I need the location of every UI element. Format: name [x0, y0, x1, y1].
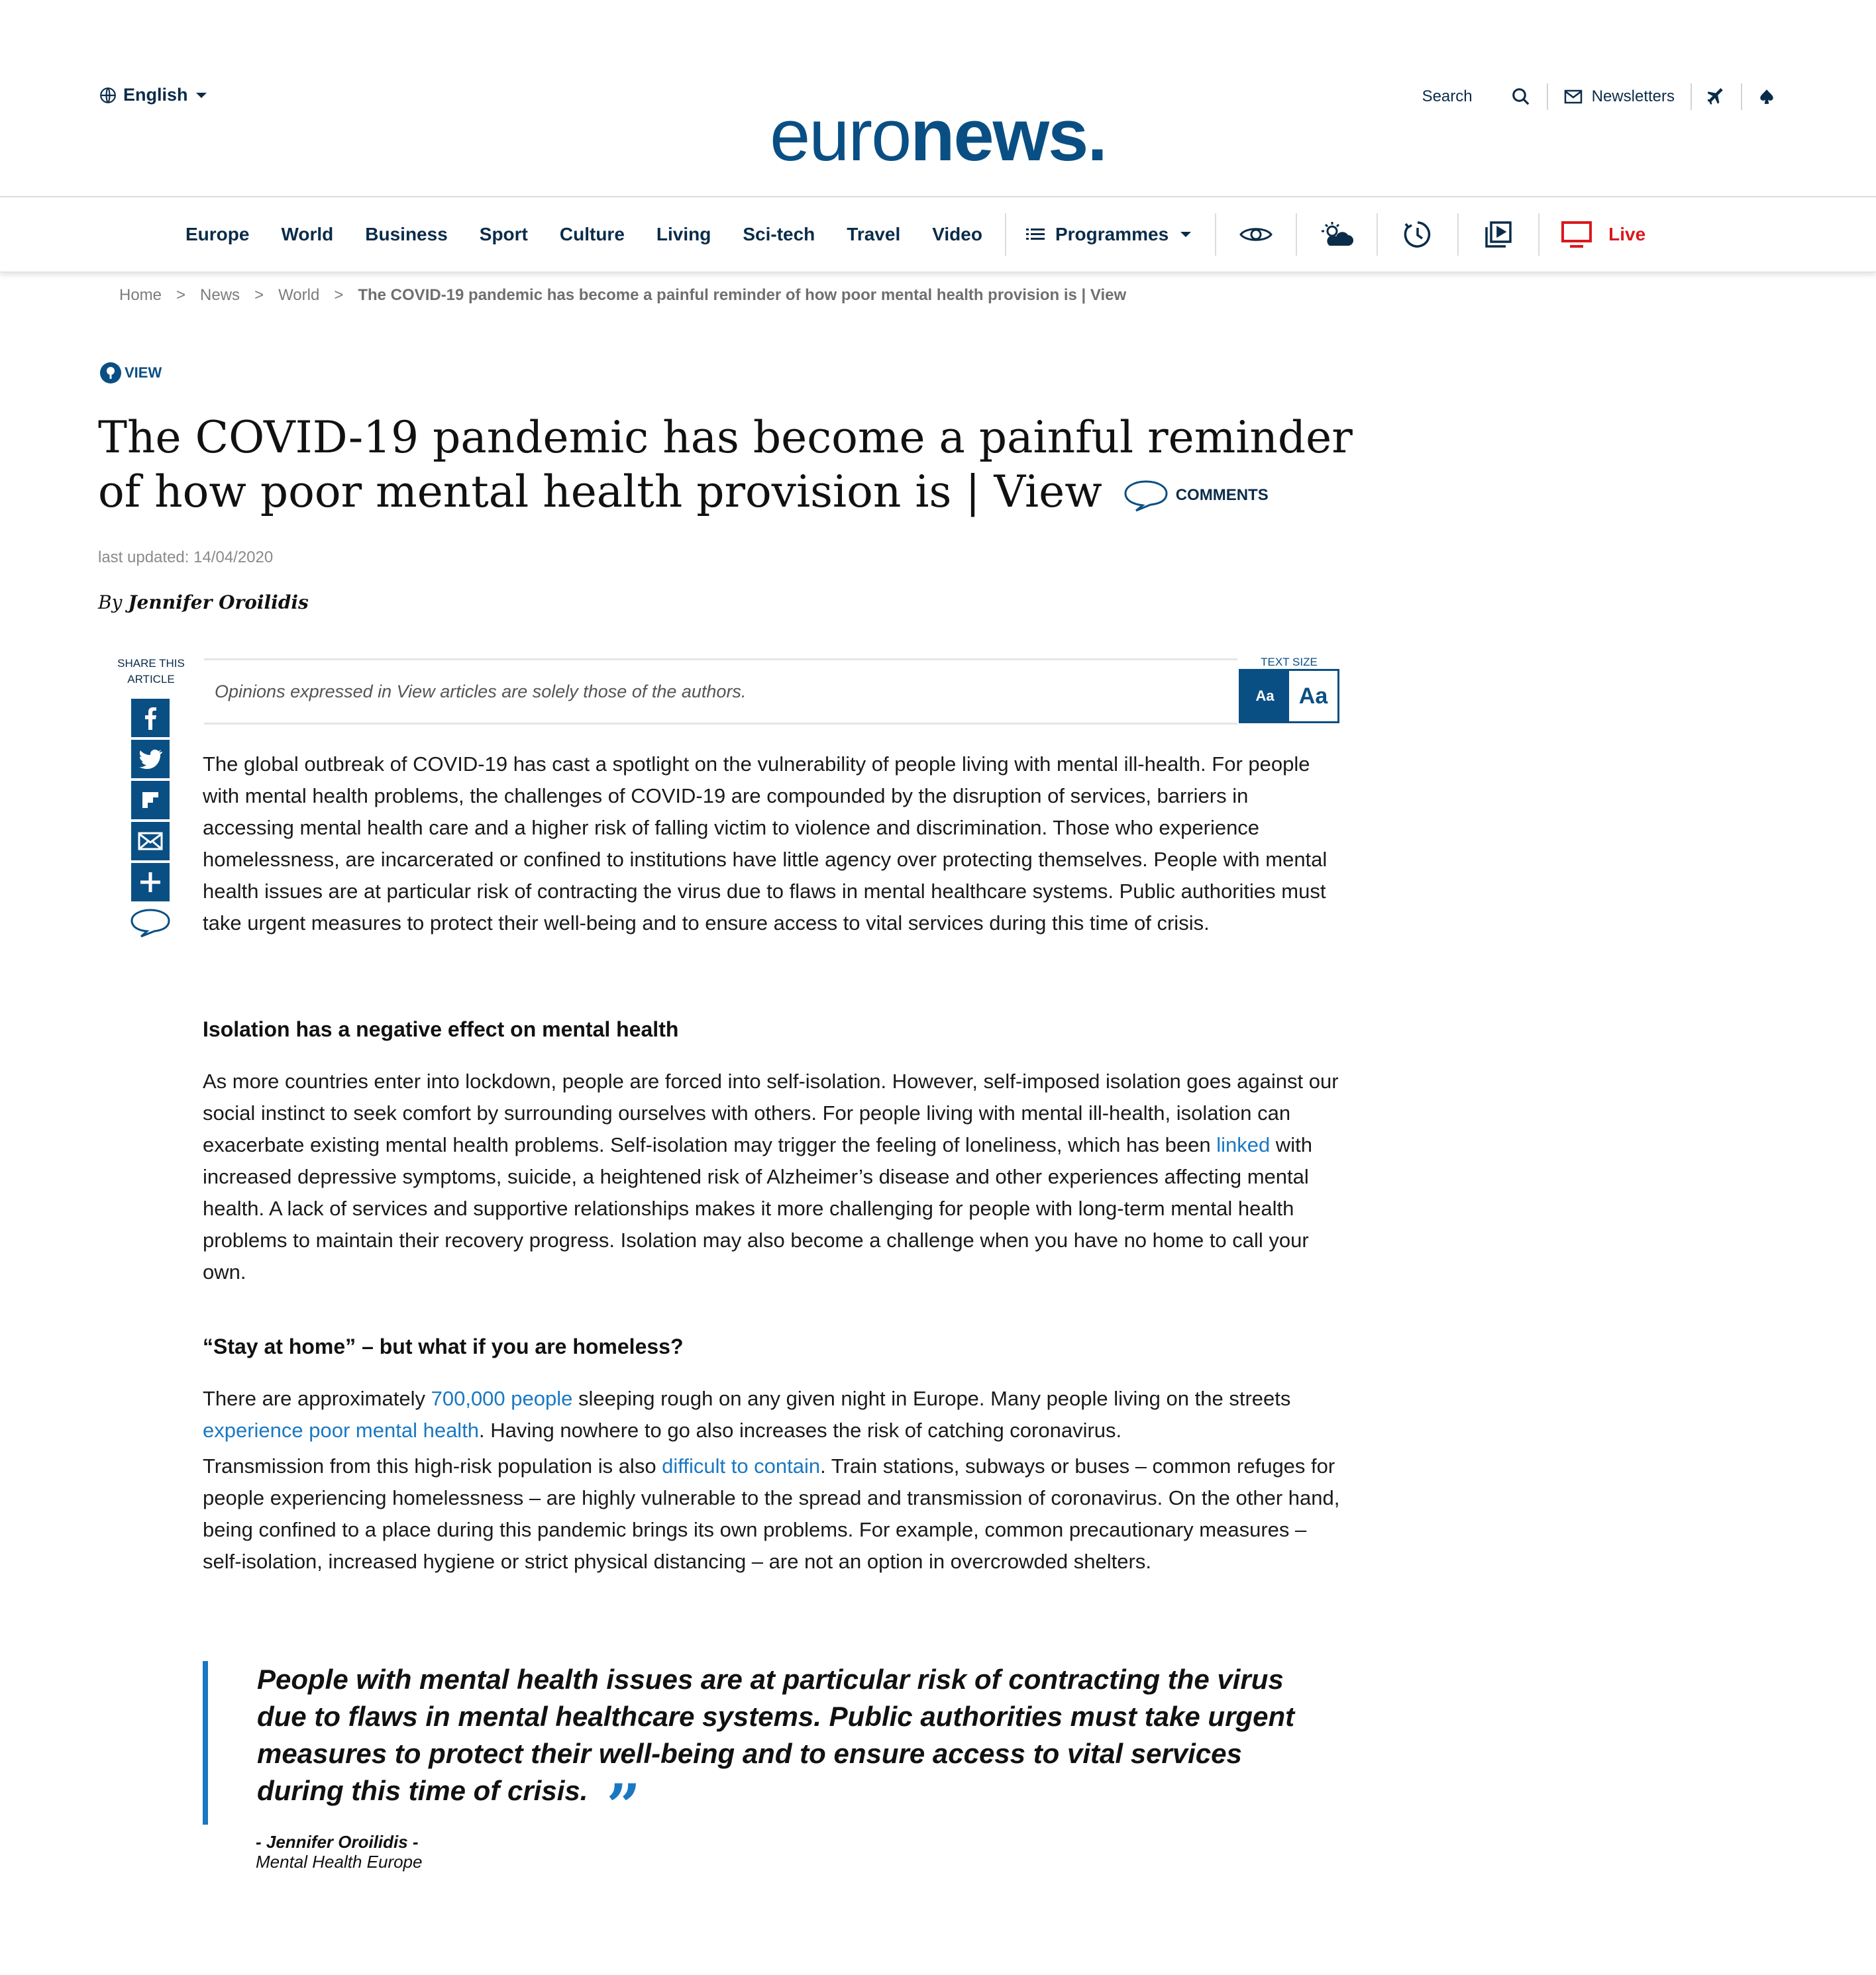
article-paragraph: [203, 1066, 1342, 1288]
paragraph-text: There are approximately: [203, 1387, 431, 1410]
newsletters-label: Newsletters: [1591, 87, 1675, 105]
view-category-tag[interactable]: [99, 362, 162, 384]
spade-icon[interactable]: [1758, 88, 1775, 105]
nav-item-travel[interactable]: Travel: [847, 224, 901, 244]
breadcrumb-separator: >: [334, 286, 344, 304]
article-paragraph: [203, 1450, 1342, 1578]
menu-icon: [1026, 227, 1045, 242]
article-paragraph: [203, 1383, 1342, 1446]
paragraph-text: . Train stations, subways or buses – common refuges for people experiencing homelessness – are highly vulnerable to the spread and transmission of coronavirus. On the other hand, being confined to a place during this pandemic brings its own problems. For example, common precautionary measures – self-isolation, increased hygiene or strict physical distancing – are not an option in overcrowded shelters.: [203, 1454, 1340, 1573]
quote-text: People with mental health issues are at particular risk of contracting the virus due to flaws in mental healthcare systems. Public authorities must take urgent measures to protect their well-being and to ensure access to vital services during this time of crisis.: [257, 1664, 1295, 1806]
paragraph-text: with increased depressive symptoms, suicide, a heightened risk of Alzheimer’s disease and other experiences affecting mental health. A lack of services and supportive relationships makes it more challenging for people with long-term mental health problems to maintain their recovery progress. Isolation may also become a challenge when you have no home to call your own.: [203, 1133, 1312, 1284]
700000-people-link[interactable]: 700,000 people: [431, 1387, 573, 1410]
programmes-dropdown[interactable]: [1026, 224, 1192, 245]
nav-menu: [185, 197, 1645, 272]
paragraph-text: . Having nowhere to go also increases the risk of catching coronavirus.: [479, 1419, 1122, 1442]
logo-text-bold: news.: [910, 95, 1106, 176]
logo-text-light: euro: [770, 95, 911, 176]
linked-link[interactable]: linked: [1216, 1133, 1271, 1156]
email-icon: [138, 832, 163, 850]
quote-author: - Jennifer Oroilidis -: [256, 1832, 419, 1852]
main-navbar: [0, 196, 1876, 272]
text-size-control: [1239, 669, 1339, 723]
nav-item-living[interactable]: Living: [656, 224, 711, 244]
clock-icon: [1403, 220, 1432, 249]
divider: [1005, 213, 1006, 256]
share-flipboard-button[interactable]: [131, 781, 170, 819]
breadcrumb: [119, 286, 1141, 305]
nav-view-button[interactable]: [1216, 225, 1296, 244]
search-button[interactable]: [1422, 87, 1531, 107]
paragraph-text: Transmission from this high-risk population is also: [203, 1454, 662, 1478]
text-size-small-button[interactable]: Aa: [1241, 671, 1289, 721]
search-label: Search: [1422, 87, 1473, 105]
breadcrumb-home[interactable]: Home: [119, 286, 162, 304]
twitter-icon: [138, 749, 162, 769]
language-label: English: [123, 85, 188, 105]
poor-mental-health-link[interactable]: experience poor mental health: [203, 1419, 480, 1442]
plus-icon: [139, 871, 162, 893]
eye-icon: [1239, 225, 1273, 244]
flipboard-icon: [141, 791, 160, 809]
playlist-icon: [1485, 221, 1512, 248]
paragraph-text: As more countries enter into lockdown, people are forced into self-isolation. However, self-imposed isolation goes against our social instinct to seek comfort by surrounding ourselves with others. For people living with mental ill-health, isolation can exacerbate existing mental health problems. Self-isolation may trigger the feeling of loneliness, which has been: [203, 1070, 1339, 1156]
byline: [98, 591, 309, 613]
view-logo-icon: [99, 362, 122, 384]
comment-icon: [130, 907, 171, 938]
share-comment-button[interactable]: [130, 907, 171, 941]
article-title: [98, 411, 1390, 523]
byline-prefix: By: [98, 591, 123, 613]
comment-icon: [1123, 479, 1169, 512]
nav-item-europe[interactable]: Europe: [185, 224, 250, 244]
quote-attribution: [256, 1832, 422, 1872]
paragraph-text: sleeping rough on any given night in Europe. Many people living on the streets: [572, 1387, 1291, 1410]
breadcrumb-separator: >: [176, 286, 186, 304]
nav-latest-button[interactable]: [1378, 220, 1457, 249]
mail-icon: [1564, 89, 1583, 104]
breadcrumb-separator: >: [254, 286, 264, 304]
caret-down-icon: [1179, 230, 1192, 238]
comments-label: COMMENTS: [1175, 486, 1269, 504]
caret-down-icon: [195, 91, 208, 99]
section-heading: “Stay at home” – but what if you are homeless?: [203, 1335, 684, 1358]
share-email-button[interactable]: [131, 822, 170, 860]
plane-icon[interactable]: [1708, 88, 1725, 105]
divider: [1741, 83, 1742, 110]
title-text: The COVID-19 pandemic has become a painful reminder of how poor mental health provision is | View: [98, 412, 1353, 517]
comments-link[interactable]: [1123, 468, 1269, 523]
nav-weather-button[interactable]: [1297, 221, 1377, 248]
weather-icon: [1320, 221, 1353, 248]
text-size-large-button[interactable]: Aa: [1298, 683, 1328, 709]
breadcrumb-news[interactable]: News: [200, 286, 240, 304]
share-label: SHARE THIS ARTICLE: [117, 657, 185, 685]
quote-mark-icon: ”: [606, 1771, 641, 1841]
breadcrumb-world[interactable]: World: [278, 286, 320, 304]
nav-item-world[interactable]: World: [281, 224, 334, 244]
difficult-to-contain-link[interactable]: difficult to contain: [662, 1454, 821, 1478]
opinion-disclaimer: Opinions expressed in View articles are solely those of the authors.: [204, 658, 1237, 725]
breadcrumb-current: The COVID-19 pandemic has become a painful reminder of how poor mental health provision is | View: [358, 286, 1127, 304]
divider: [1547, 83, 1548, 110]
nav-item-business[interactable]: Business: [365, 224, 448, 244]
nav-item-sport[interactable]: Sport: [479, 224, 528, 244]
divider: [1538, 213, 1539, 256]
nav-item-video[interactable]: Video: [932, 224, 982, 244]
live-label: Live: [1608, 224, 1646, 244]
programmes-label: Programmes: [1055, 224, 1169, 244]
text-size-label: TEXT SIZE: [1261, 656, 1318, 668]
last-updated: last updated: 14/04/2020: [98, 548, 274, 566]
share-facebook-button[interactable]: [131, 699, 170, 737]
nav-playlist-button[interactable]: [1459, 221, 1538, 248]
share-twitter-button[interactable]: [131, 740, 170, 778]
quote-organization: Mental Health Europe: [256, 1852, 423, 1872]
paragraph-text: The global outbreak of COVID-19 has cast a spotlight on the vulnerability of people living with mental ill-health. For people with mental health problems, the challenges of COVID-19 are compounded by the disruption of services, barriers in accessing mental health care and a higher risk of falling victim to violence and discrimination. Those who experience homelessness, are incarcerated or confined to institutions have little agency over protecting themselves. People with mental health issues are at particular risk of contracting the virus due to flaws in mental healthcare systems. Public authorities must take urgent measures to protect their well-being and to ensure access to vital services during this time of crisis.: [203, 752, 1328, 935]
facebook-icon: [143, 706, 158, 730]
newsletters-button[interactable]: [1564, 87, 1675, 106]
author-name[interactable]: Jennifer Oroilidis: [128, 591, 309, 613]
nav-item-sci-tech[interactable]: Sci-tech: [743, 224, 815, 244]
live-button[interactable]: [1561, 221, 1645, 248]
tv-icon: [1561, 221, 1592, 248]
divider: [1691, 83, 1692, 110]
nav-item-culture[interactable]: Culture: [559, 224, 625, 244]
category-label: VIEW: [125, 364, 162, 381]
pull-quote: [203, 1661, 1329, 1841]
search-icon: [1511, 87, 1531, 107]
section-heading: Isolation has a negative effect on mental health: [203, 1017, 679, 1041]
article-paragraph: [203, 748, 1342, 939]
share-more-button[interactable]: [131, 863, 170, 901]
header-tools: [1422, 83, 1775, 110]
